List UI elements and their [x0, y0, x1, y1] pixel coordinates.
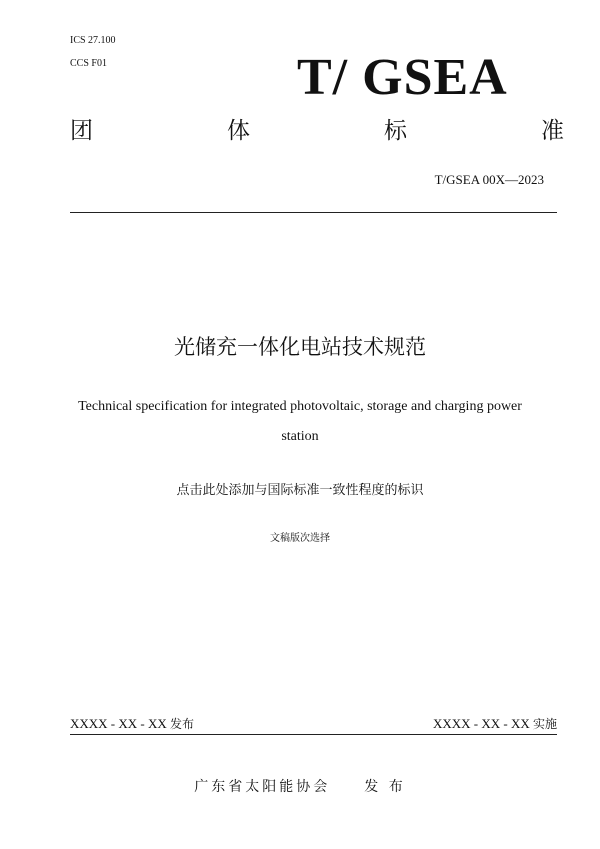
title-chinese: 光储充一体化电站技术规范	[174, 335, 426, 359]
publish-label: 发布	[170, 717, 195, 731]
publisher-action: 发 布	[364, 779, 406, 795]
title-english-line-2: station	[281, 429, 319, 444]
publish-date: XXXX - XX - XX	[70, 716, 167, 731]
publisher-line	[0, 777, 600, 797]
standard-brand-mark: T/ GSEA	[297, 49, 508, 106]
international-consistency-field[interactable]: 点击此处添加与国际标准一致性程度的标识	[176, 483, 424, 498]
header-divider	[70, 212, 557, 213]
publish-date-line	[70, 716, 194, 732]
title-english	[60, 392, 540, 452]
ics-code: ICS 27.100	[70, 35, 116, 46]
implement-date: XXXX - XX - XX	[432, 716, 530, 731]
publisher-org: 广东省太阳能协会	[194, 779, 331, 795]
standard-number: T/GSEA 00X—2023	[434, 172, 544, 187]
group-standard-char-2: 体	[227, 118, 250, 144]
implement-label: 实施	[532, 717, 557, 731]
group-standard-char-3: 标	[384, 118, 407, 144]
implement-date-line	[433, 716, 557, 732]
group-standard-char-4: 准	[541, 118, 564, 144]
title-english-line-1: Technical specification for integrated photovoltaic, storage and charging power	[78, 399, 522, 414]
draft-version-selector[interactable]: 文稿版次选择	[270, 533, 330, 544]
footer-divider	[70, 734, 557, 735]
ccs-code: CCS F01	[70, 58, 107, 69]
group-standard-char-1: 团	[70, 118, 93, 144]
group-standard-label	[70, 116, 564, 146]
